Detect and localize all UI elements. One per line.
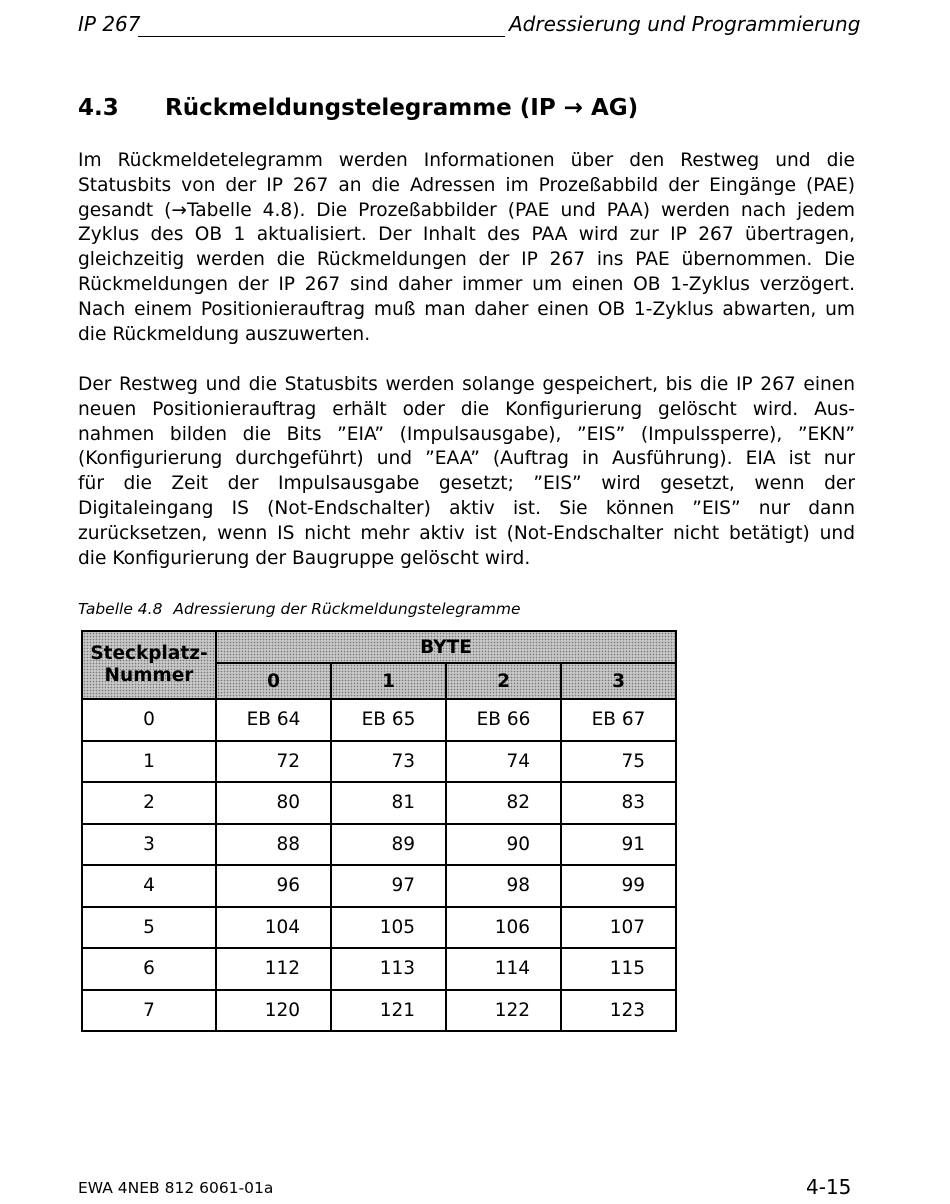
byte-cell: 96 (216, 865, 331, 907)
table-caption-text: Adressierung der Rückmeldungstelegramme (173, 600, 521, 618)
footer-document-number: EWA 4NEB 812 6061-01a (78, 1179, 274, 1197)
address-table (81, 630, 677, 1032)
byte-column-header: 3 (561, 663, 676, 699)
byte-cell: 99 (561, 865, 676, 907)
section-title: Rückmeldungstelegramme (IP → AG) (165, 95, 639, 121)
byte-cell: 107 (561, 907, 676, 949)
slot-header-line1: Steckplatz- (90, 643, 208, 664)
byte-cell: EB 64 (216, 699, 331, 741)
table-row (82, 741, 676, 783)
header-chapter-title: Adressierung und Programmierung (509, 12, 861, 36)
byte-cell: 97 (331, 865, 446, 907)
table-row (82, 824, 676, 866)
byte-header: BYTE (216, 631, 676, 663)
byte-cell: 91 (561, 824, 676, 866)
slot-cell: 4 (82, 865, 216, 907)
paragraph-line: Nach einem Positionierauftrag muß man daher einen OB 1-Zyklus abwarten, um (78, 298, 855, 320)
byte-cell: 122 (446, 990, 561, 1032)
byte-column-header: 2 (446, 663, 561, 699)
byte-cell: 123 (561, 990, 676, 1032)
paragraph-line: Der Restweg und die Statusbits werden solange gespeichert, bis die IP 267 einen (78, 374, 855, 395)
table-caption-label: Tabelle 4.8 (78, 600, 163, 618)
paragraph-line: (Konfigurierung durchgeführt) und ”EAA” (Auftrag in Ausführung). EIA ist nur (78, 448, 855, 470)
byte-cell: 104 (216, 907, 331, 949)
byte-cell: 120 (216, 990, 331, 1032)
paragraph-line: nahmen bilden die Bits ”EIA” (Impulsausgabe), ”EIS” (Impulssperre), ”EKN” (78, 423, 855, 445)
slot-cell: 5 (82, 907, 216, 949)
table-row (82, 865, 676, 907)
footer-page-number: 4-15 (806, 1175, 852, 1199)
paragraph-line: gesandt (→Tabelle 4.8). Die Prozeßabbilder (PAE und PAA) werden nach jedem (78, 199, 855, 221)
byte-cell: 112 (216, 948, 331, 990)
byte-cell: 114 (446, 948, 561, 990)
header-rule (138, 36, 505, 37)
paragraph-line: Zyklus des OB 1 aktualisiert. Der Inhalt des PAA wird zur IP 267 übertragen, (78, 224, 855, 246)
paragraph-line: Digitaleingang IS (Not-Endschalter) aktiv ist. Sie können ”EIS” nur dann (78, 497, 855, 519)
slot-cell: 0 (82, 699, 216, 741)
slot-cell: 1 (82, 741, 216, 783)
paragraph-line: die Konfigurierung der Baugruppe gelöscht wird. (78, 547, 531, 569)
byte-cell: 121 (331, 990, 446, 1032)
slot-number-header (82, 631, 216, 699)
byte-cell: 72 (216, 741, 331, 783)
byte-cell: 73 (331, 741, 446, 783)
section-number: 4.3 (78, 95, 119, 121)
byte-cell: 115 (561, 948, 676, 990)
byte-column-header: 1 (331, 663, 446, 699)
slot-cell: 6 (82, 948, 216, 990)
byte-column-header: 0 (216, 663, 331, 699)
byte-cell: 82 (446, 782, 561, 824)
table-caption (78, 600, 521, 618)
slot-cell: 7 (82, 990, 216, 1032)
header-product-name: IP 267 (78, 12, 141, 36)
paragraph-line: Im Rückmeldetelegramm werden Informationen über den Restweg und die (78, 150, 855, 171)
byte-cell: 80 (216, 782, 331, 824)
paragraph-line: zurücksetzen, wenn IS nicht mehr aktiv ist (Not-Endschalter nicht betätigt) und (78, 522, 855, 544)
byte-cell: 74 (446, 741, 561, 783)
section-heading (78, 95, 638, 121)
body-paragraph-1 (78, 149, 855, 347)
byte-cell: 98 (446, 865, 561, 907)
table-row (82, 907, 676, 949)
byte-cell: EB 67 (561, 699, 676, 741)
paragraph-line: für die Zeit der Impulsausgabe gesetzt; ”EIS” wird gesetzt, wenn der (78, 473, 855, 495)
paragraph-line: Rückmeldungen der IP 267 sind daher immer um einen OB 1-Zyklus verzögert. (78, 273, 855, 295)
byte-cell: 83 (561, 782, 676, 824)
byte-cell: EB 66 (446, 699, 561, 741)
byte-cell: 81 (331, 782, 446, 824)
slot-cell: 3 (82, 824, 216, 866)
table-row (82, 699, 676, 741)
byte-cell: 105 (331, 907, 446, 949)
byte-cell: 75 (561, 741, 676, 783)
byte-cell: 89 (331, 824, 446, 866)
byte-cell: 90 (446, 824, 561, 866)
byte-cell: EB 65 (331, 699, 446, 741)
paragraph-line: Statusbits von der IP 267 an die Adressen im Prozeßabbild der Eingänge (PAE) (78, 174, 855, 196)
paragraph-line: neuen Positionierauftrag erhält oder die Konfigurierung gelöscht wird. Aus- (78, 398, 855, 420)
slot-header-line2: Nummer (104, 665, 194, 686)
byte-cell: 88 (216, 824, 331, 866)
byte-cell: 106 (446, 907, 561, 949)
table-row (82, 948, 676, 990)
table-row (82, 990, 676, 1032)
paragraph-line: gleichzeitig werden die Rückmeldungen der IP 267 ins PAE übernommen. Die (78, 249, 855, 271)
table-row (82, 782, 676, 824)
byte-cell: 113 (331, 948, 446, 990)
slot-cell: 2 (82, 782, 216, 824)
body-paragraph-2 (78, 373, 855, 571)
paragraph-line: die Rückmeldung auszuwerten. (78, 323, 371, 345)
